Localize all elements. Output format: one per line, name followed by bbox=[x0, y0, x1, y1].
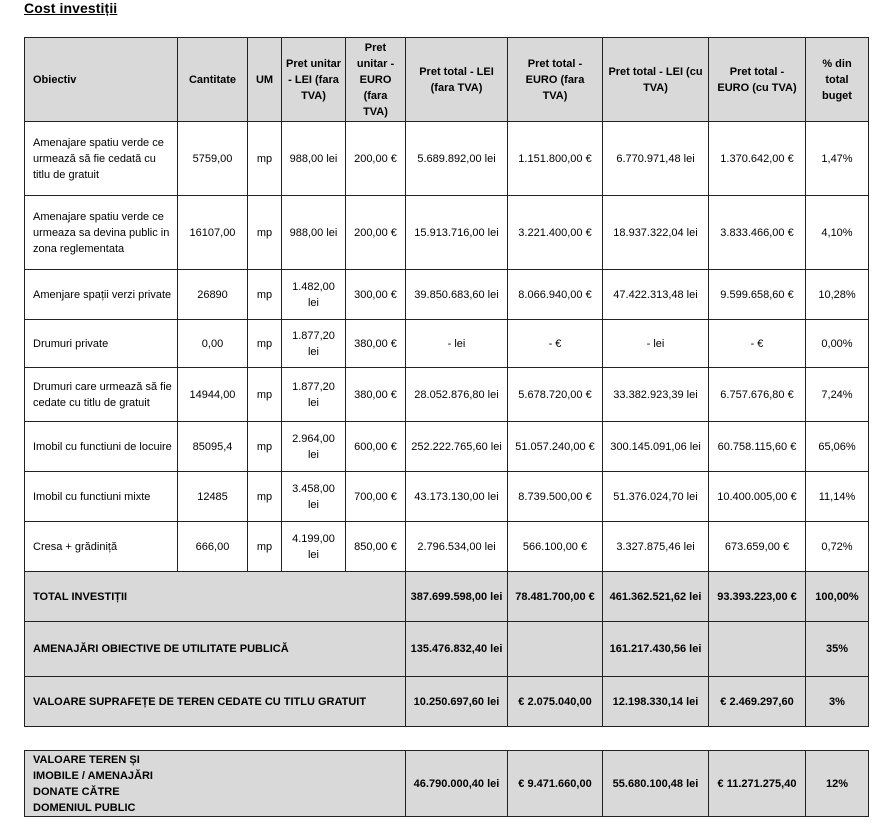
cell-total-lei-vat: 6.770.971,48 lei bbox=[603, 122, 709, 196]
cell-quantity: 0,00 bbox=[178, 320, 248, 368]
cell-unit-price-euro: 850,00 € bbox=[346, 522, 406, 572]
cell-total-euro-no-vat: 8.066.940,00 € bbox=[508, 270, 603, 320]
donated-row bbox=[25, 751, 869, 817]
cell-quantity: 85095,4 bbox=[178, 422, 248, 472]
cell-unit-price-euro: 200,00 € bbox=[346, 196, 406, 270]
cell-unit: mp bbox=[248, 472, 282, 522]
cell-total-lei-no-vat: 252.222.765,60 lei bbox=[406, 422, 508, 472]
land-free-label: VALOARE SUPRAFEȚE DE TEREN CEDATE CU TITLU GRATUIT bbox=[25, 677, 406, 727]
total-euro-no-vat: 78.481.700,00 € bbox=[508, 572, 603, 622]
investment-cost-table bbox=[24, 37, 869, 727]
cell-total-euro-no-vat: 51.057.240,00 € bbox=[508, 422, 603, 472]
cell-total-lei-vat: 300.145.091,06 lei bbox=[603, 422, 709, 472]
cell-total-lei-vat: 33.382.923,39 lei bbox=[603, 368, 709, 422]
cell-percent: 0,72% bbox=[806, 522, 869, 572]
table-row bbox=[25, 522, 869, 572]
cell-total-lei-vat: - lei bbox=[603, 320, 709, 368]
table-row bbox=[25, 270, 869, 320]
cell-total-lei-no-vat: 43.173.130,00 lei bbox=[406, 472, 508, 522]
cell-unit-price-euro: 600,00 € bbox=[346, 422, 406, 472]
cell-quantity: 26890 bbox=[178, 270, 248, 320]
cell-objective: Drumuri private bbox=[25, 320, 178, 368]
cell-total-euro-vat: - € bbox=[709, 320, 806, 368]
cell-quantity: 5759,00 bbox=[178, 122, 248, 196]
land-free-lei-no-vat: 10.250.697,60 lei bbox=[406, 677, 508, 727]
public-utility-lei-no-vat: 135.476.832,40 lei bbox=[406, 622, 508, 677]
cell-quantity: 16107,00 bbox=[178, 196, 248, 270]
table-row bbox=[25, 368, 869, 422]
table-row bbox=[25, 320, 869, 368]
cell-percent: 0,00% bbox=[806, 320, 869, 368]
land-free-row bbox=[25, 677, 869, 727]
total-percent: 100,00% bbox=[806, 572, 869, 622]
cell-total-euro-no-vat: 5.678.720,00 € bbox=[508, 368, 603, 422]
cell-unit: mp bbox=[248, 422, 282, 472]
total-row bbox=[25, 572, 869, 622]
cell-total-lei-vat: 47.422.313,48 lei bbox=[603, 270, 709, 320]
cell-unit-price-euro: 200,00 € bbox=[346, 122, 406, 196]
header-quantity: Cantitate bbox=[178, 38, 248, 122]
cell-total-lei-no-vat: 28.052.876,80 lei bbox=[406, 368, 508, 422]
cell-objective: Amenajare spatiu verde ce urmează să fie cedată cu titlu de gratuit bbox=[25, 122, 178, 196]
cell-percent: 4,10% bbox=[806, 196, 869, 270]
total-euro-vat: 93.393.223,00 € bbox=[709, 572, 806, 622]
public-utility-euro-no-vat bbox=[508, 622, 603, 677]
cell-total-euro-no-vat: 566.100,00 € bbox=[508, 522, 603, 572]
cell-total-lei-no-vat: - lei bbox=[406, 320, 508, 368]
cell-unit: mp bbox=[248, 368, 282, 422]
cell-unit-price-lei: 4.199,00 lei bbox=[282, 522, 346, 572]
header-unit-price-lei: Pret unitar - LEI (fara TVA) bbox=[282, 38, 346, 122]
cell-quantity: 666,00 bbox=[178, 522, 248, 572]
donated-label bbox=[25, 751, 406, 817]
cell-objective: Amenajare spatiu verde ce urmeaza sa devina public in zona reglementata bbox=[25, 196, 178, 270]
public-utility-percent: 35% bbox=[806, 622, 869, 677]
cell-percent: 65,06% bbox=[806, 422, 869, 472]
cell-percent: 1,47% bbox=[806, 122, 869, 196]
header-percent-budget: % din total buget bbox=[806, 38, 869, 122]
donated-euro-no-vat: € 9.471.660,00 bbox=[508, 751, 603, 817]
cell-total-euro-no-vat: 1.151.800,00 € bbox=[508, 122, 603, 196]
cell-unit: mp bbox=[248, 270, 282, 320]
public-utility-lei-vat: 161.217.430,56 lei bbox=[603, 622, 709, 677]
header-total-euro-no-vat: Pret total - EURO (fara TVA) bbox=[508, 38, 603, 122]
table-row bbox=[25, 422, 869, 472]
cell-unit-price-lei: 988,00 lei bbox=[282, 122, 346, 196]
donated-euro-vat: € 11.271.275,40 bbox=[709, 751, 806, 817]
cell-unit: mp bbox=[248, 196, 282, 270]
donated-label-text: VALOARE TEREN ȘI IMOBILE / AMENAJĂRI DONATE CĂTRE DOMENIUL PUBLIC bbox=[33, 753, 153, 814]
cell-total-euro-vat: 6.757.676,80 € bbox=[709, 368, 806, 422]
cell-total-euro-vat: 10.400.005,00 € bbox=[709, 472, 806, 522]
cell-objective: Imobil cu functiuni mixte bbox=[25, 472, 178, 522]
donated-percent: 12% bbox=[806, 751, 869, 817]
cell-total-euro-no-vat: - € bbox=[508, 320, 603, 368]
cell-total-lei-vat: 18.937.322,04 lei bbox=[603, 196, 709, 270]
header-unit: UM bbox=[248, 38, 282, 122]
cell-objective: Imobil cu functiuni de locuire bbox=[25, 422, 178, 472]
cell-unit-price-lei: 2.964,00 lei bbox=[282, 422, 346, 472]
public-utility-row bbox=[25, 622, 869, 677]
total-lei-vat: 461.362.521,62 lei bbox=[603, 572, 709, 622]
land-free-euro-no-vat: € 2.075.040,00 bbox=[508, 677, 603, 727]
cell-unit-price-euro: 380,00 € bbox=[346, 320, 406, 368]
cell-total-lei-no-vat: 5.689.892,00 lei bbox=[406, 122, 508, 196]
table-row bbox=[25, 196, 869, 270]
cell-total-lei-no-vat: 2.796.534,00 lei bbox=[406, 522, 508, 572]
public-utility-euro-vat bbox=[709, 622, 806, 677]
cell-total-euro-no-vat: 3.221.400,00 € bbox=[508, 196, 603, 270]
cell-unit: mp bbox=[248, 320, 282, 368]
cell-total-euro-vat: 673.659,00 € bbox=[709, 522, 806, 572]
header-row bbox=[25, 38, 869, 122]
cell-unit-price-lei: 1.877,20 lei bbox=[282, 320, 346, 368]
table-row bbox=[25, 122, 869, 196]
page-title: Cost investiții bbox=[24, 0, 118, 16]
donated-lei-no-vat: 46.790.000,40 lei bbox=[406, 751, 508, 817]
cell-total-lei-no-vat: 15.913.716,00 lei bbox=[406, 196, 508, 270]
cell-total-euro-vat: 60.758.115,60 € bbox=[709, 422, 806, 472]
header-total-lei-vat: Pret total - LEI (cu TVA) bbox=[603, 38, 709, 122]
donated-lei-vat: 55.680.100,48 lei bbox=[603, 751, 709, 817]
header-total-euro-vat: Pret total - EURO (cu TVA) bbox=[709, 38, 806, 122]
table-row bbox=[25, 472, 869, 522]
cell-objective: Cresa + grădiniță bbox=[25, 522, 178, 572]
land-free-euro-vat: € 2.469.297,60 bbox=[709, 677, 806, 727]
cell-unit-price-euro: 300,00 € bbox=[346, 270, 406, 320]
cell-total-euro-vat: 3.833.466,00 € bbox=[709, 196, 806, 270]
cell-unit: mp bbox=[248, 122, 282, 196]
cell-total-lei-vat: 3.327.875,46 lei bbox=[603, 522, 709, 572]
cell-unit: mp bbox=[248, 522, 282, 572]
cell-percent: 11,14% bbox=[806, 472, 869, 522]
land-free-lei-vat: 12.198.330,14 lei bbox=[603, 677, 709, 727]
cell-total-lei-vat: 51.376.024,70 lei bbox=[603, 472, 709, 522]
cell-total-euro-no-vat: 8.739.500,00 € bbox=[508, 472, 603, 522]
header-objective: Obiectiv bbox=[25, 38, 178, 122]
cell-percent: 7,24% bbox=[806, 368, 869, 422]
cell-objective: Drumuri care urmează să fie cedate cu titlu de gratuit bbox=[25, 368, 178, 422]
cell-total-lei-no-vat: 39.850.683,60 lei bbox=[406, 270, 508, 320]
cell-quantity: 14944,00 bbox=[178, 368, 248, 422]
cell-unit-price-euro: 700,00 € bbox=[346, 472, 406, 522]
header-unit-price-euro: Pret unitar - EURO (fara TVA) bbox=[346, 38, 406, 122]
cell-percent: 10,28% bbox=[806, 270, 869, 320]
cell-unit-price-lei: 3.458,00 lei bbox=[282, 472, 346, 522]
total-lei-no-vat: 387.699.598,00 lei bbox=[406, 572, 508, 622]
header-total-lei-no-vat: Pret total - LEI (fara TVA) bbox=[406, 38, 508, 122]
cell-total-euro-vat: 1.370.642,00 € bbox=[709, 122, 806, 196]
public-utility-label: AMENAJĂRI OBIECTIVE DE UTILITATE PUBLICĂ bbox=[25, 622, 406, 677]
cell-quantity: 12485 bbox=[178, 472, 248, 522]
cell-unit-price-lei: 988,00 lei bbox=[282, 196, 346, 270]
cell-objective: Amenjare spații verzi private bbox=[25, 270, 178, 320]
land-free-percent: 3% bbox=[806, 677, 869, 727]
cell-unit-price-euro: 380,00 € bbox=[346, 368, 406, 422]
cell-unit-price-lei: 1.877,20 lei bbox=[282, 368, 346, 422]
cell-total-euro-vat: 9.599.658,60 € bbox=[709, 270, 806, 320]
donated-value-table bbox=[24, 750, 869, 817]
cell-unit-price-lei: 1.482,00 lei bbox=[282, 270, 346, 320]
total-label: TOTAL INVESTIȚII bbox=[25, 572, 406, 622]
